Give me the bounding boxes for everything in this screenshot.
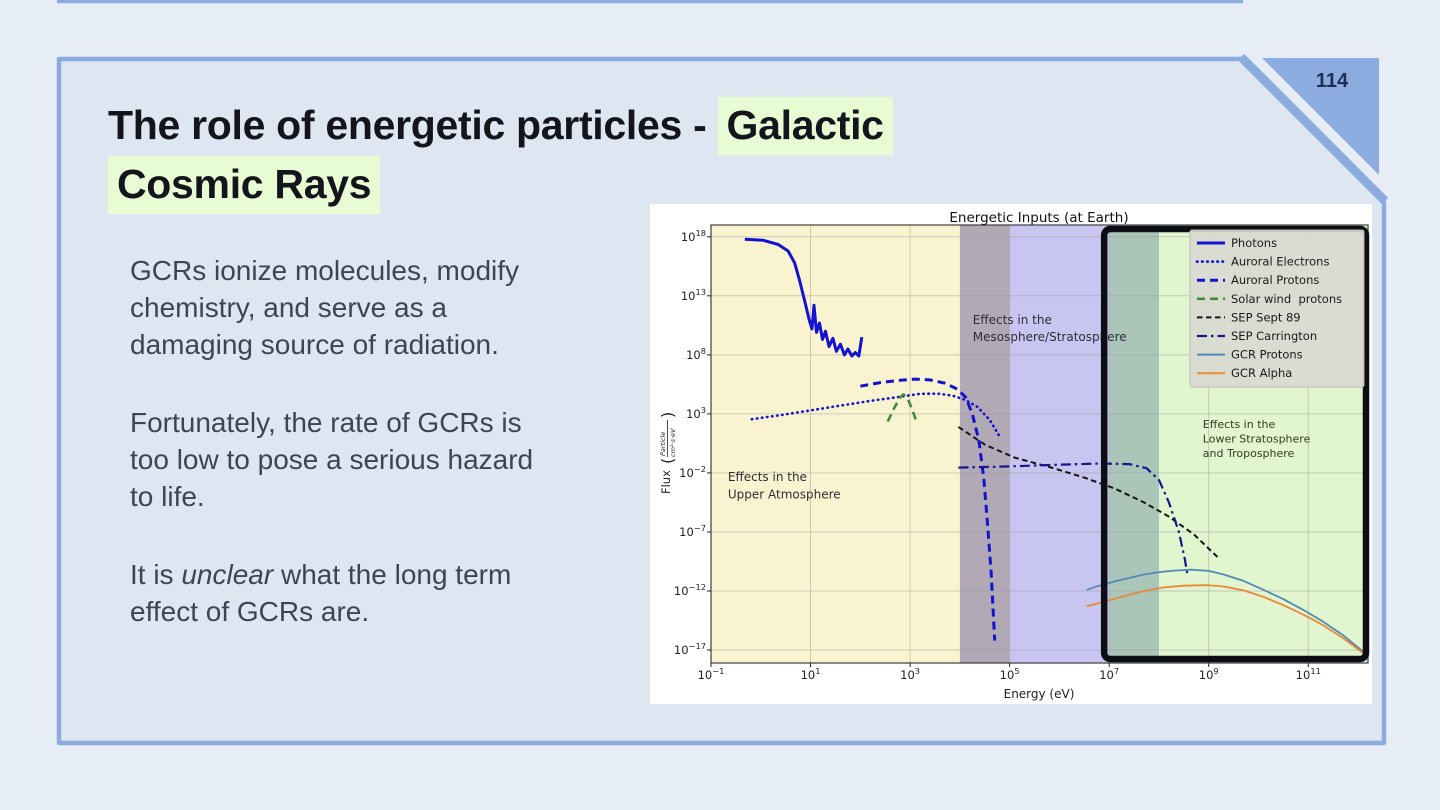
paragraph-line: damaging source of radiation. [130,329,499,360]
title-highlight-cosmic-rays: Cosmic Rays [108,156,380,214]
page-number: 114 [1315,70,1349,92]
region-annotation: Lower Stratosphere [1202,432,1311,446]
paragraph-line: chemistry, and serve as a [130,292,447,323]
region-annotation: Mesosphere/Stratosphere [972,330,1127,345]
x-axis-label: Energy (eV) [1003,687,1075,701]
svg-text:cm²·s·eV: cm²·s·eV [669,428,677,457]
legend-label: Auroral Protons [1231,273,1320,288]
tick-label: $10^{18}$ [680,227,706,244]
energetic-inputs-chart [650,204,1372,704]
title-line-1 [108,96,1268,155]
svg-text:Flux: Flux [659,470,673,494]
region-annotation: Upper Atmosphere [727,487,841,502]
legend-label: SEP Sept 89 [1231,310,1301,325]
legend-label: GCR Alpha [1231,366,1293,381]
svg-text:(: ( [658,457,677,464]
emphasized-word: unclear [181,559,274,590]
tick-label: $10^7$ [1099,666,1120,682]
y-axis-label [658,412,677,494]
region-annotation: Effects in the [1202,418,1276,432]
legend-box [1190,230,1364,387]
region-annotation: and Troposphere [1202,447,1295,461]
lavender-green-overlap-band [1109,225,1159,663]
svg-text:): ) [658,411,677,418]
tick-label: $10^{11}$ [1295,666,1321,682]
paragraph-line: It is unclear what the long term [130,559,512,590]
paragraph [130,252,650,363]
upper-atmosphere-band [711,225,960,663]
body-text [130,252,650,671]
paragraph-line: too low to pose a serious hazard [130,444,534,475]
legend-label: SEP Carrington [1231,329,1318,343]
legend-label: Auroral Electrons [1231,254,1330,269]
paragraph [130,556,650,630]
legend-label: GCR Protons [1231,347,1303,362]
tick-label: $10^{13}$ [680,287,706,303]
title-text: The role of energetic particles - [108,102,718,148]
paragraph-line: Fortunately, the rate of GCRs is [130,407,522,438]
tick-label: $10^3$ [900,666,921,682]
paragraph-line: to life. [130,481,205,512]
legend-label: Solar wind protons [1231,291,1343,306]
mesosphere-stratosphere-band [1010,225,1110,663]
paragraph-line: GCRs ionize molecules, modify [130,255,520,286]
tick-label: $10^{-7}$ [679,523,706,539]
tick-label: $10^{-2}$ [679,464,706,480]
region-annotation: Effects in the [727,470,807,485]
tick-label: $10^1$ [800,666,821,682]
svg-text:Particle: Particle [659,431,667,456]
title-highlight-galactic: Galactic [718,97,893,155]
legend [1190,230,1364,387]
tick-label: $10^8$ [686,346,706,362]
region-annotation: Effects in the [972,313,1052,328]
tick-label: $10^5$ [999,666,1020,682]
paragraph-line: effect of GCRs are. [130,596,370,627]
tick-label: $10^9$ [1198,666,1219,682]
chart-title: Energetic Inputs (at Earth) [949,210,1129,226]
tick-label: $10^3$ [686,405,706,421]
tick-label: $10^{-12}$ [673,582,706,598]
legend-label: Photons [1231,236,1278,250]
tick-label: $10^{-1}$ [697,666,725,682]
paragraph [130,404,650,515]
chart-panel [650,204,1372,704]
tick-label: $10^{-17}$ [673,641,706,658]
slide-title [108,96,1268,214]
